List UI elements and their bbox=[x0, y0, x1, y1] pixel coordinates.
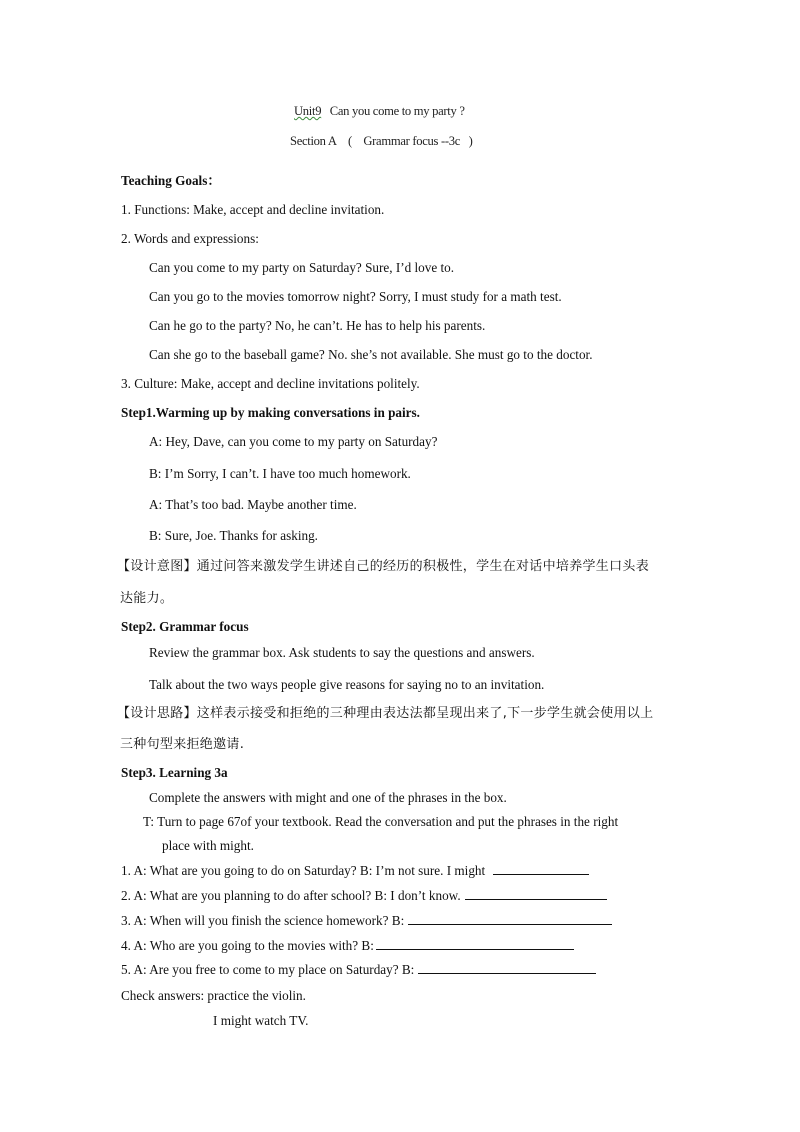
unit-question: Can you come to my party ? bbox=[329, 104, 465, 118]
design-intent-line: 达能力。 bbox=[120, 591, 174, 606]
expression-line: Can he go to the party? No, he can’t. He has to help his parents. bbox=[149, 318, 486, 333]
section-title bbox=[290, 134, 473, 149]
exercise-question bbox=[121, 863, 589, 879]
step3-heading: Step3. Learning 3a bbox=[121, 765, 228, 780]
goal-functions: 1. Functions: Make, accept and decline invitation. bbox=[121, 202, 385, 217]
answer-blank[interactable] bbox=[465, 888, 607, 900]
question-text: 3. A: When will you finish the science homework? B: bbox=[121, 913, 405, 928]
dialogue-line: A: Hey, Dave, can you come to my party on Saturday? bbox=[149, 434, 438, 449]
section-label: Section A bbox=[290, 134, 337, 148]
exercise-question bbox=[121, 962, 596, 978]
question-text: 2. A: What are you planning to do after school? B: I don’t know. bbox=[121, 888, 461, 903]
dialogue-line: B: Sure, Joe. Thanks for asking. bbox=[149, 528, 318, 543]
dialogue-line: A: That’s too bad. Maybe another time. bbox=[149, 497, 357, 512]
goal-words: 2. Words and expressions: bbox=[121, 231, 259, 246]
question-text: 4. A: Who are you going to the movies with? B: bbox=[121, 938, 374, 953]
answer-blank[interactable] bbox=[376, 938, 574, 950]
answer-blank[interactable] bbox=[493, 863, 589, 875]
exercise-question bbox=[121, 938, 574, 954]
grammar-focus-label: Grammar focus --3c bbox=[363, 134, 461, 148]
step2-line: Talk about the two ways people give reasons for saying no to an invitation. bbox=[149, 677, 545, 692]
unit-number: Unit9 bbox=[294, 104, 322, 118]
exercise-question bbox=[121, 888, 607, 904]
step3-instruction: Complete the answers with might and one of the phrases in the box. bbox=[149, 790, 507, 805]
step2-heading: Step2. Grammar focus bbox=[121, 619, 249, 634]
expression-line: Can you go to the movies tomorrow night? Sorry, I must study for a math test. bbox=[149, 289, 562, 304]
teacher-instruction-line: T: Turn to page 67of your textbook. Read the conversation and put the phrases in the right bbox=[143, 814, 619, 829]
design-intent-line: 【设计意图】通过问答来激发学生讲述自己的经历的积极性，学生在对话中培养学生口头表 bbox=[117, 559, 650, 574]
dialogue-line: B: I’m Sorry, I can’t. I have too much homework. bbox=[149, 466, 411, 481]
question-text: 1. A: What are you going to do on Saturday? B: I’m not sure. I might bbox=[121, 863, 486, 878]
paren-close: ) bbox=[468, 134, 473, 148]
goal-culture: 3. Culture: Make, accept and decline invitations politely. bbox=[121, 376, 420, 391]
teacher-instruction-line: place with might. bbox=[162, 838, 254, 853]
answer-blank[interactable] bbox=[418, 962, 596, 974]
exercise-question bbox=[121, 913, 612, 929]
question-text: 5. A: Are you free to come to my place on Saturday? B: bbox=[121, 962, 415, 977]
check-answers-line: I might watch TV. bbox=[213, 1013, 309, 1028]
paren-open: ( bbox=[348, 134, 352, 148]
design-idea-line: 三种句型来拒绝邀请. bbox=[120, 737, 245, 752]
answer-blank[interactable] bbox=[408, 913, 612, 925]
design-idea-line: 【设计思路】这样表示接受和拒绝的三种理由表达法都呈现出来了,下一步学生就会使用以上 bbox=[117, 706, 654, 721]
expression-line: Can she go to the baseball game? No. she’s not available. She must go to the doctor. bbox=[149, 347, 593, 362]
step1-heading: Step1.Warming up by making conversations in pairs. bbox=[121, 405, 420, 420]
step2-line: Review the grammar box. Ask students to say the questions and answers. bbox=[149, 645, 535, 660]
unit-title bbox=[294, 104, 465, 119]
expression-line: Can you come to my party on Saturday? Sure, I’d love to. bbox=[149, 260, 455, 275]
teaching-goals-heading: Teaching Goals： bbox=[121, 173, 221, 188]
check-answers-line: Check answers: practice the violin. bbox=[121, 988, 306, 1003]
